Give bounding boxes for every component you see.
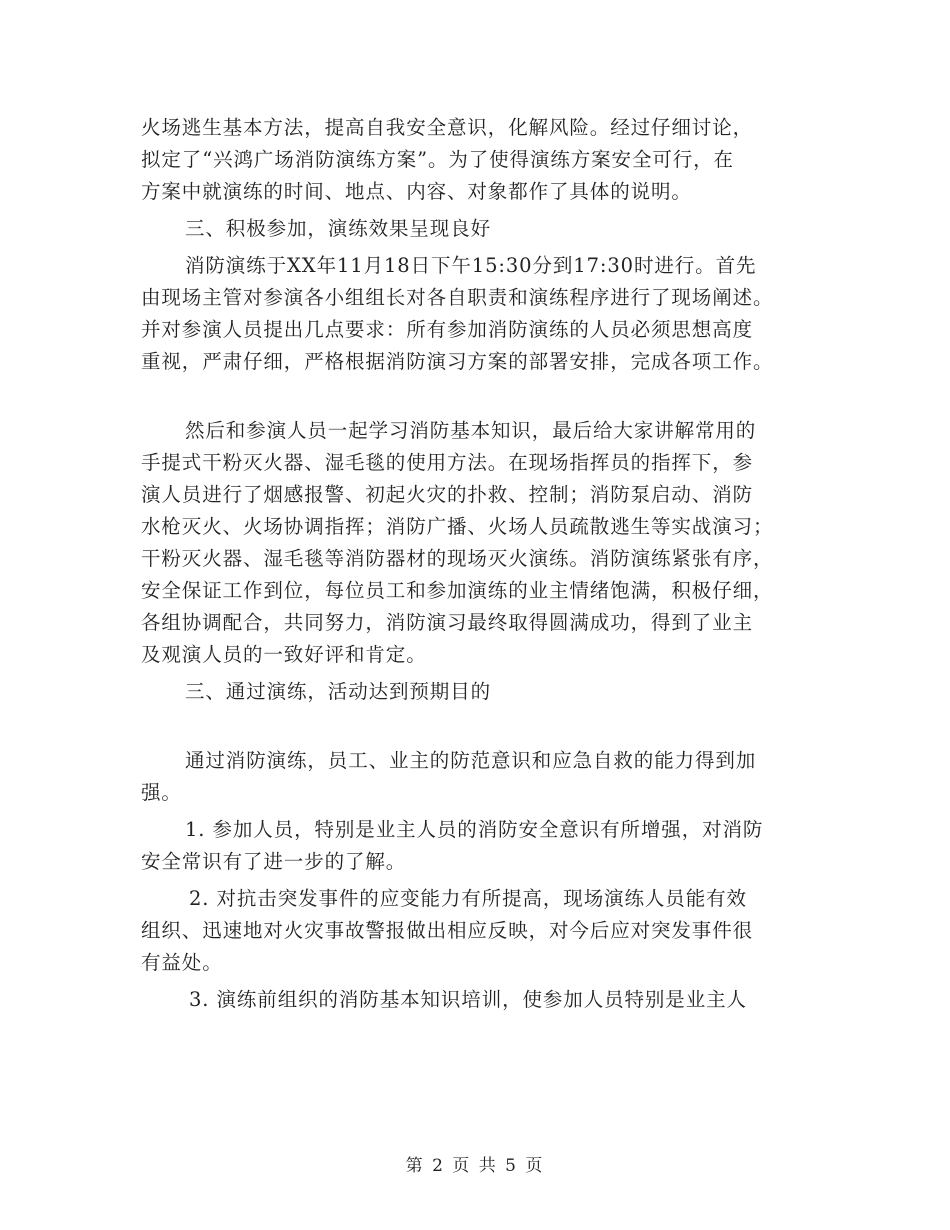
document-body bbox=[141, 112, 811, 1016]
text-line: 组织、迅速地对火灾事故警报做出相应反映，对今后应对突发事件很 bbox=[141, 919, 754, 942]
text-line: 拟定了“兴鸿广场消防演练方案”。为了使得演练方案安全可行，在 bbox=[141, 148, 734, 171]
paragraph-drill-schedule bbox=[141, 250, 811, 378]
text-line: 火场逃生基本方法，提高自我安全意识，化解风险。经过仔细讨论， bbox=[141, 116, 754, 139]
text-line: 干粉灭火器、湿毛毯等消防器材的现场灭火演练。消防演练紧张有序， bbox=[141, 547, 774, 570]
text-line: 然后和参演人员一起学习消防基本知识，最后给大家讲解常用的 bbox=[185, 419, 757, 442]
paragraph-summary bbox=[141, 745, 811, 809]
text-line: 演人员进行了烟感报警、初起火灾的扑救、控制；消防泵启动、消防 bbox=[141, 483, 754, 506]
text-line: 消防演练于XX年11月18日下午15:30分到17:30时进行。首先 bbox=[185, 254, 757, 277]
text-line: 1. 参加人员，特别是业主人员的消防安全意识有所增强，对消防 bbox=[185, 818, 764, 841]
text-line: 由现场主管对参演各小组组长对各自职责和演练程序进行了现场阐述。 bbox=[141, 286, 774, 309]
section-heading-results: 三、通过演练，活动达到预期目的 bbox=[185, 680, 492, 703]
text-line: 有益处。 bbox=[141, 951, 223, 974]
text-line: 3. 演练前组织的消防基本知识培训，使参加人员特别是业主人 bbox=[189, 988, 747, 1011]
paragraph-drill-process bbox=[141, 415, 811, 671]
text-line: 安全常识有了进一步的了解。 bbox=[141, 850, 407, 873]
text-line: 各组协调配合，共同努力，消防演习最终取得圆满成功，得到了业主 bbox=[141, 611, 754, 634]
page-number-footer: 第 2 页 共 5 页 bbox=[405, 1156, 545, 1176]
text-line: 强。 bbox=[141, 781, 182, 804]
section-heading-participation: 三、积极参加，演练效果呈现良好 bbox=[185, 217, 492, 240]
list-item-3 bbox=[141, 984, 811, 1016]
text-line: 及观演人员的一致好评和肯定。 bbox=[141, 643, 427, 666]
list-item-1 bbox=[141, 814, 811, 878]
paragraph-continuation bbox=[141, 112, 811, 208]
text-line: 重视，严肃仔细，严格根据消防演习方案的部署安排，完成各项工作。 bbox=[141, 350, 774, 373]
text-line: 手提式干粉灭火器、湿毛毯的使用方法。在现场指挥员的指挥下，参 bbox=[141, 451, 754, 474]
text-line: 水枪灭火、火场协调指挥；消防广播、火场人员疏散逃生等实战演习； bbox=[141, 515, 774, 538]
list-item-2 bbox=[141, 883, 811, 979]
text-line: 方案中就演练的时间、地点、内容、对象都作了具体的说明。 bbox=[141, 180, 692, 203]
text-line: 安全保证工作到位，每位员工和参加演练的业主情绪饱满，积极仔细， bbox=[141, 579, 774, 602]
text-line: 2. 对抗击突发事件的应变能力有所提高，现场演练人员能有效 bbox=[189, 887, 747, 910]
text-line: 并对参演人员提出几点要求：所有参加消防演练的人员必须思想高度 bbox=[141, 318, 754, 341]
text-line: 通过消防演练，员工、业主的防范意识和应急自救的能力得到加 bbox=[185, 749, 757, 772]
